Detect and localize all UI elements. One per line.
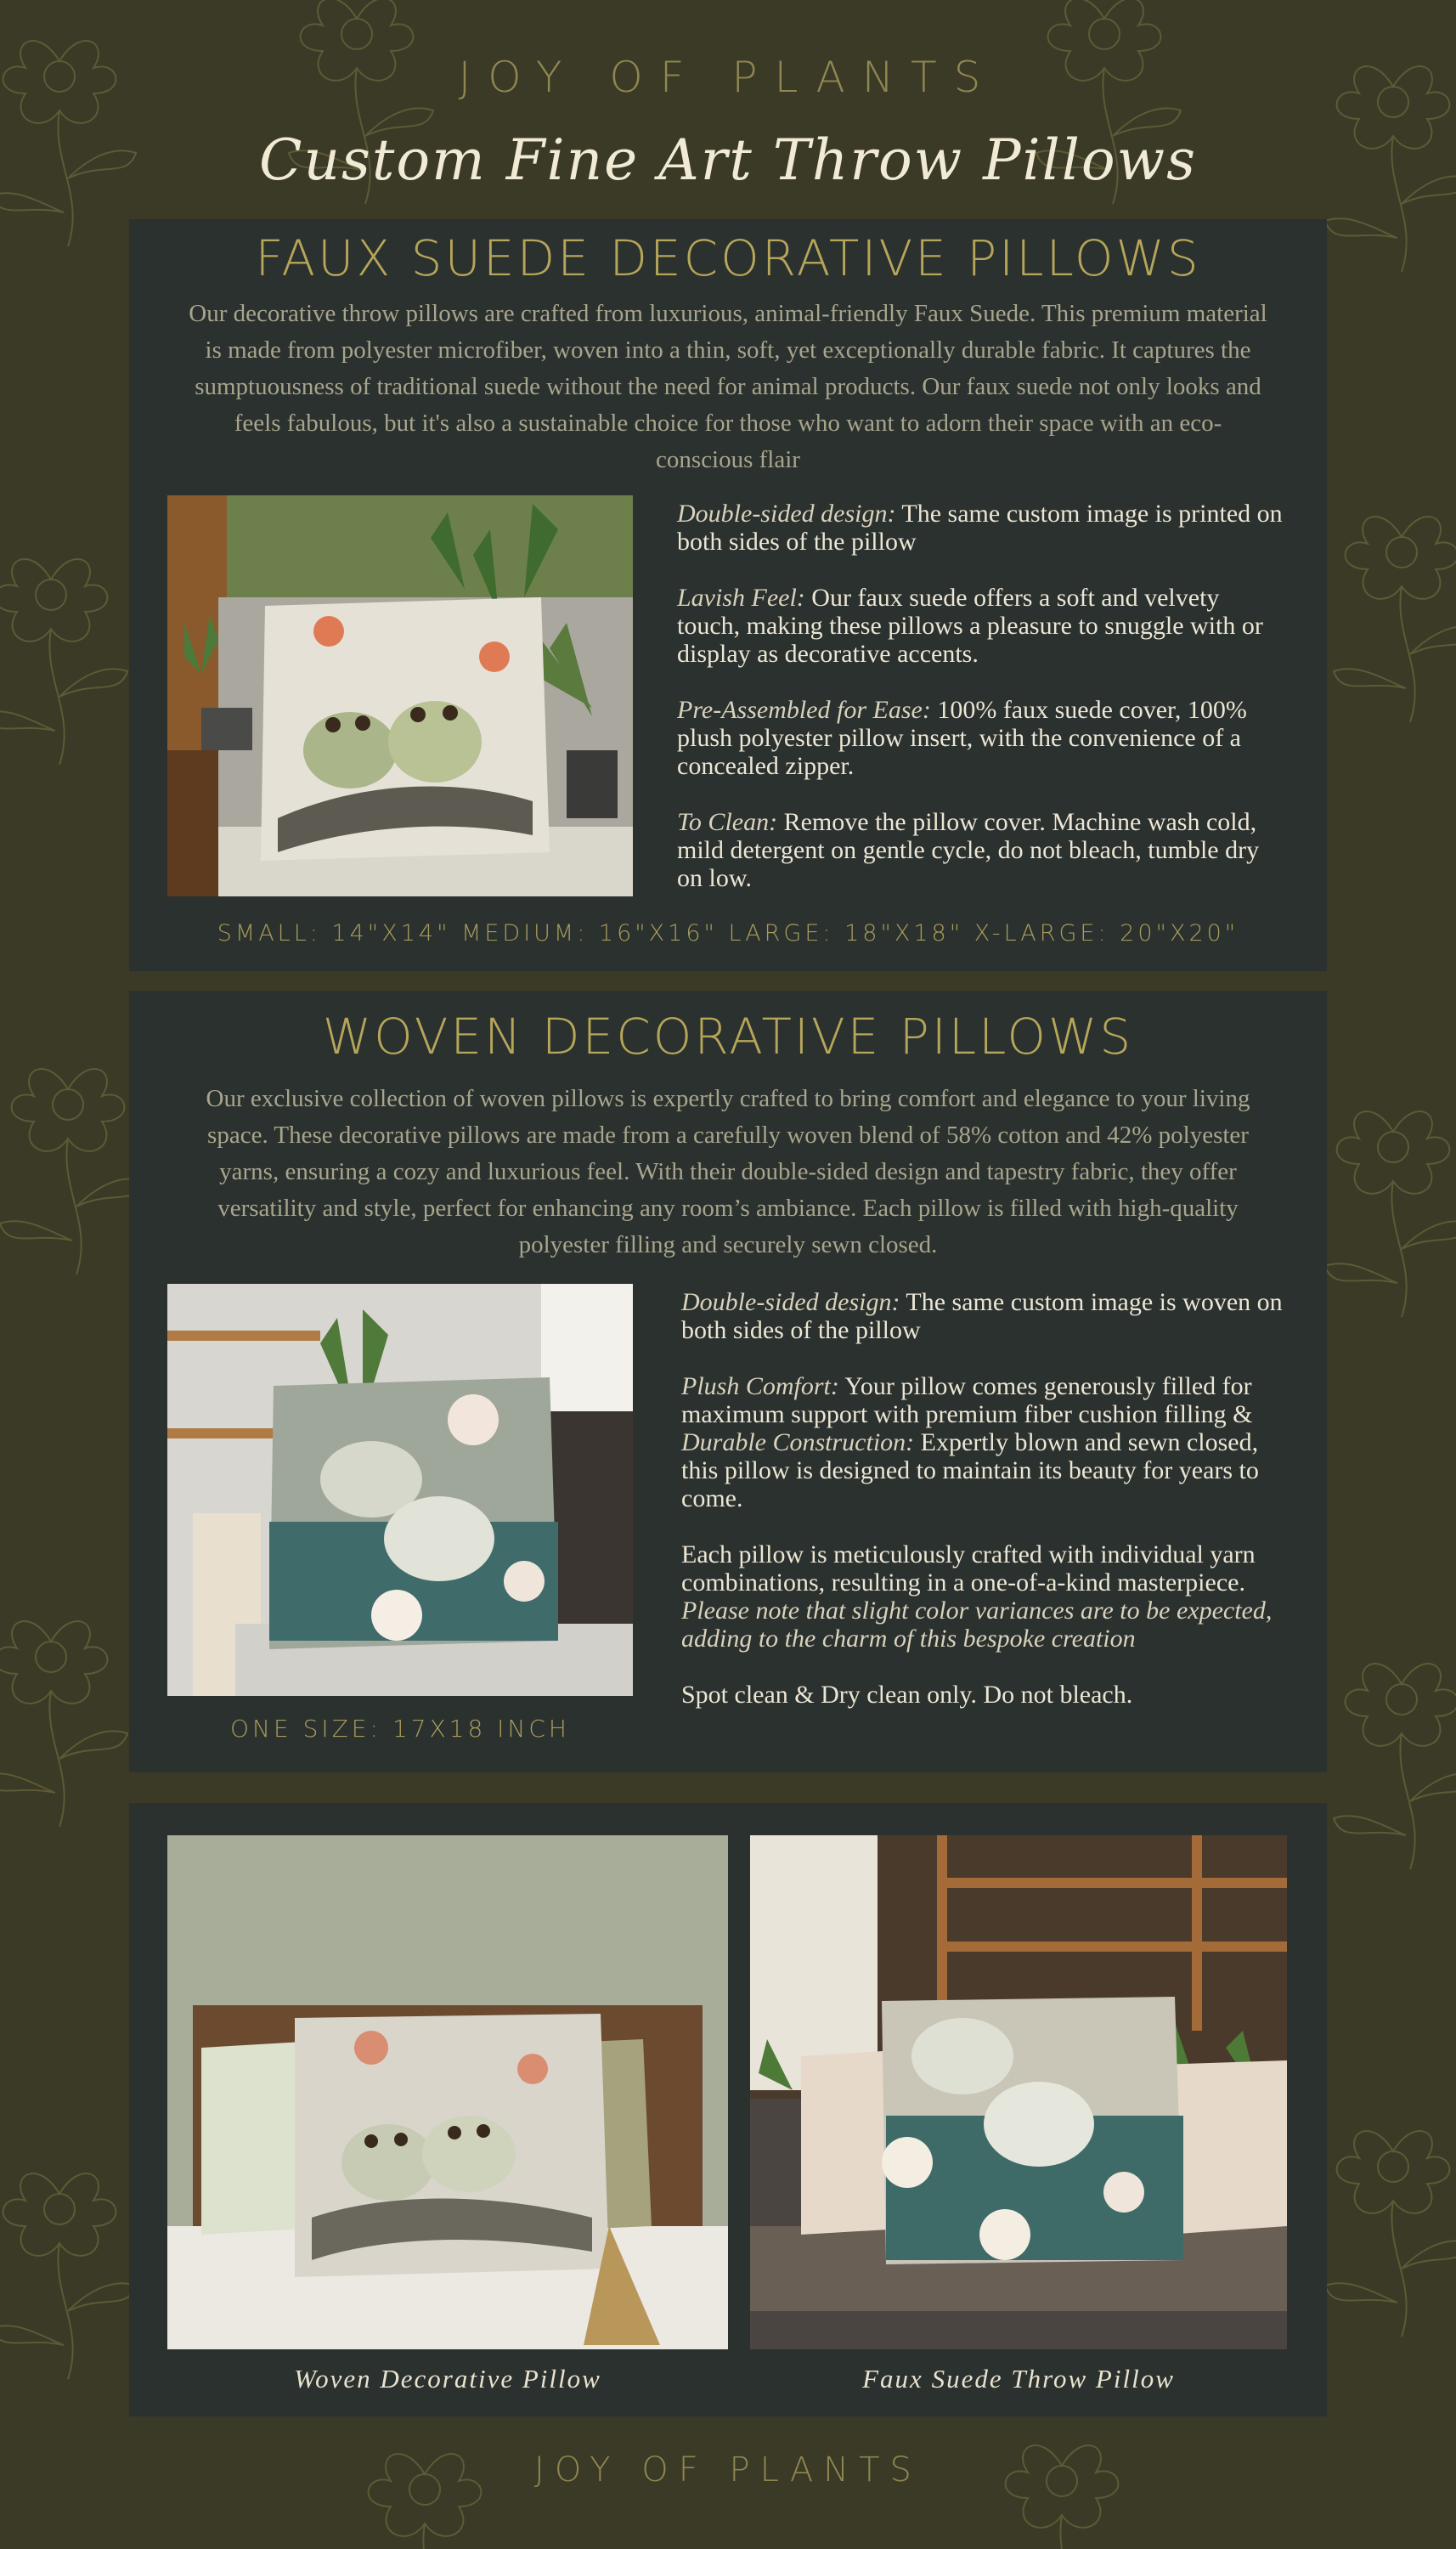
faux-suede-description: Our decorative throw pillows are crafted from luxurious, animal-friendly Faux Suede. This premium material is made from polyester microfiber, woven into a thin, soft, yet exceptionally durable fabric. It captures the sumptuousness of traditional suede without the need for animal products. Our faux suede not only looks and feels fabulous, but it's also a sustainable choice for those who want to adorn their space with an eco-conscious flair <box>189 300 1267 473</box>
feature-text: Remove the pillow cover. Machine wash cold, mild detergent on gentle cycle, do not bleach, tumble dry on low. <box>677 808 1260 892</box>
feature-label: Double-sided design: <box>677 500 896 528</box>
woven-gallery-photo <box>167 1835 728 2349</box>
faux-suede-heading: FAUX SUEDE DECORATIVE PILLOWS <box>255 229 1201 287</box>
brand-bottom: JOY OF PLANTS <box>534 2450 922 2490</box>
feature-item <box>677 584 1289 668</box>
feature-text: 100% faux suede cover, 100% plush polyester pillow insert, with the convenience of a concealed zipper. <box>677 696 1247 780</box>
woven-description: Our exclusive collection of woven pillows is expertly crafted to bring comfort and elegance to your living space. These decorative pillows are made from a carefully woven blend of 58% cotton and 42% polyester yarns, ensuring a cozy and luxurious feel. With their double-sided design and tapestry fabric, they offer versatility and style, perfect for enhancing any room’s ambiance. Each pillow is filled with high-quality polyester filling and securely sewn closed. <box>206 1085 1250 1258</box>
hero-title: Custom Fine Art Throw Pillows <box>259 127 1197 193</box>
woven-panel <box>129 991 1327 1772</box>
feature-label: Plush Comfort: <box>681 1372 839 1400</box>
feature-text: The same custom image is woven on both sides of the pillow <box>681 1288 1283 1344</box>
feature-label: Double-sided design: <box>681 1288 900 1316</box>
faux-suede-photo <box>167 495 633 896</box>
feature-label: Lavish Feel: <box>677 584 805 612</box>
gallery-panel <box>129 1803 1327 2416</box>
feature-text: The same custom image is printed on both sides of the pillow <box>677 500 1283 556</box>
care-instructions: Spot clean & Dry clean only. Do not bleach. <box>681 1681 1133 1709</box>
feature-label: To Clean: <box>677 808 778 836</box>
feature-item <box>677 696 1289 780</box>
woven-gallery-caption: Woven Decorative Pillow <box>294 2364 601 2394</box>
woven-photo <box>167 1284 633 1696</box>
woven-heading: WOVEN DECORATIVE PILLOWS <box>322 1008 1134 1065</box>
feature-text: Expertly blown and sewn closed, this pillow is designed to maintain its beauty for years to come. <box>681 1428 1259 1512</box>
woven-features <box>681 1288 1289 1737</box>
feature-text: Each pillow is meticulously crafted with individual yarn combinations, resulting in a one-of-a-kind masterpiece. <box>681 1540 1256 1597</box>
feature-note: Please note that slight color variances are to be expected, adding to the charm of this bespoke creation <box>681 1597 1273 1653</box>
feature-label: Durable Construction: <box>681 1428 915 1456</box>
brand-top: JOY OF PLANTS <box>458 53 998 102</box>
feature-text: Our faux suede offers a soft and velvety touch, making these pillows a pleasure to snuggle with or display as decorative accents. <box>677 584 1263 668</box>
feature-label: Pre-Assembled for Ease: <box>677 696 931 724</box>
faux-suede-features <box>677 500 1289 920</box>
faux-suede-gallery-caption: Faux Suede Throw Pillow <box>862 2364 1175 2394</box>
feature-item <box>681 1540 1289 1653</box>
faux-suede-sizes: SMALL: 14"X14" MEDIUM: 16"X16" LARGE: 18"X18" X-LARGE: 20"X20" <box>217 920 1239 947</box>
feature-item <box>681 1288 1289 1344</box>
feature-text: Your pillow comes generously filled for maximum support with premium fiber cushion filling & <box>681 1372 1253 1428</box>
feature-item <box>677 500 1289 556</box>
woven-size: ONE SIZE: 17X18 INCH <box>230 1715 570 1743</box>
faux-suede-gallery-photo <box>750 1835 1287 2349</box>
feature-item <box>681 1372 1289 1512</box>
faux-suede-panel <box>129 219 1327 971</box>
feature-item <box>677 808 1289 892</box>
